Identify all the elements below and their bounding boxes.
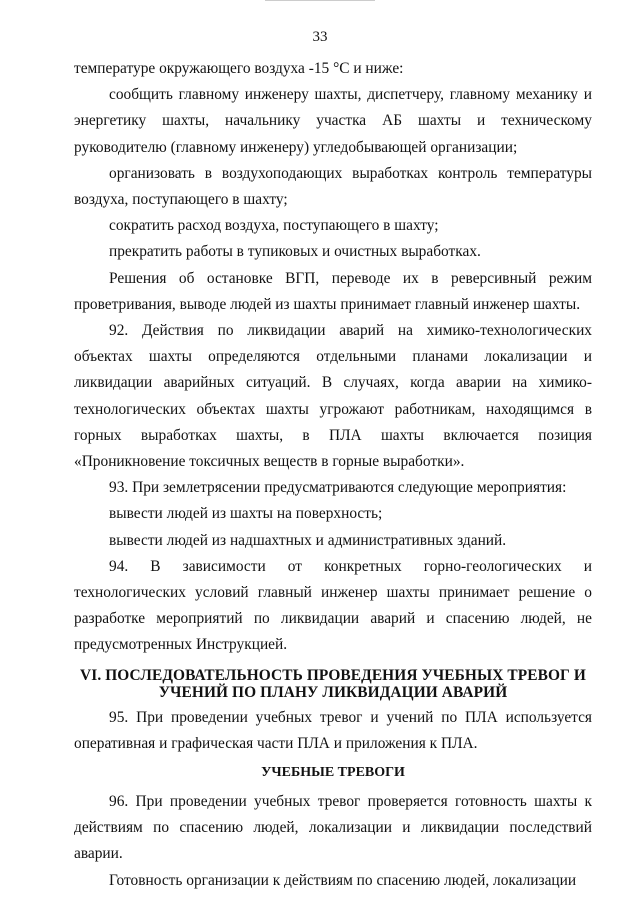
- paragraph-temperature: температуре окружающего воздуха -15 °С и ниже:: [74, 60, 404, 77]
- page-number: 33: [312, 29, 328, 45]
- paragraph-readiness: Готовность организации к действиям по спасению людей, локализации: [109, 871, 577, 889]
- paragraph-93: 93. При землетрясении предусматриваются следующие мероприятия:: [109, 479, 567, 497]
- paragraph-decisions: Решения об остановке ВГП, переводе их в реверсивный режим проветривания, выводе людей из шахты принимает главный инженер шахты.: [74, 269, 592, 313]
- paragraph-notify: сообщить главному инженеру шахты, диспетчеру, главному механику и энергетику шахты, начальнику участка АБ шахты и техническому руководителю (главному инженеру) угледобывающей организации;: [74, 86, 592, 156]
- subheading-training-alarms: УЧЕБНЫЕ ТРЕВОГИ: [261, 765, 405, 781]
- paragraph-reduce-air: сократить расход воздуха, поступающего в шахту;: [109, 217, 439, 235]
- scan-edge-line: [265, 0, 375, 1]
- paragraph-94: 94. В зависимости от конкретных горно-геологических и технологических условий главный инженер шахты принимает решение о разработке мероприятий по ликвидации аварий и спасению людей, не предусмотренных Инструкцией.: [74, 557, 592, 654]
- paragraph-control-temperature: организовать в воздухоподающих выработках контроль температуры воздуха, поступающего в шахту;: [74, 164, 592, 209]
- paragraph-evacuate-surface: вывести людей из шахты на поверхность;: [109, 505, 383, 523]
- section-heading-line1: VI. ПОСЛЕДОВАТЕЛЬНОСТЬ ПРОВЕДЕНИЯ УЧЕБНЫХ ТРЕВОГ И: [80, 666, 586, 684]
- document-body: [74, 56, 592, 894]
- paragraph-evacuate-buildings: вывести людей из надшахтных и административных зданий.: [109, 531, 507, 549]
- paragraph-92: 92. Действия по ликвидации аварий на химико-технологических объектах шахты определяются отдельными планами локализации и ликвидации аварийных ситуаций. В случаях, когда аварии на химико-технологических объектах шахты угрожают работникам, находящимся в горных выработках шахты, в ПЛА шахты включается позиция «Проникновение токсичных веществ в горные выработки».: [74, 322, 592, 471]
- paragraph-95: 95. При проведении учебных тревог и учений по ПЛА используется оперативная и графическая части ПЛА и приложения к ПЛА.: [74, 708, 592, 752]
- paragraph-stop-work: прекратить работы в тупиковых и очистных выработках.: [109, 243, 481, 261]
- paragraph-96: 96. При проведении учебных тревог проверяется готовность шахты к действиям по спасению людей, локализации и ликвидации последствий аварии.: [74, 793, 592, 863]
- section-heading: [74, 667, 592, 701]
- section-heading-line2: УЧЕНИЙ ПО ПЛАНУ ЛИКВИДАЦИИ АВАРИЙ: [158, 683, 508, 701]
